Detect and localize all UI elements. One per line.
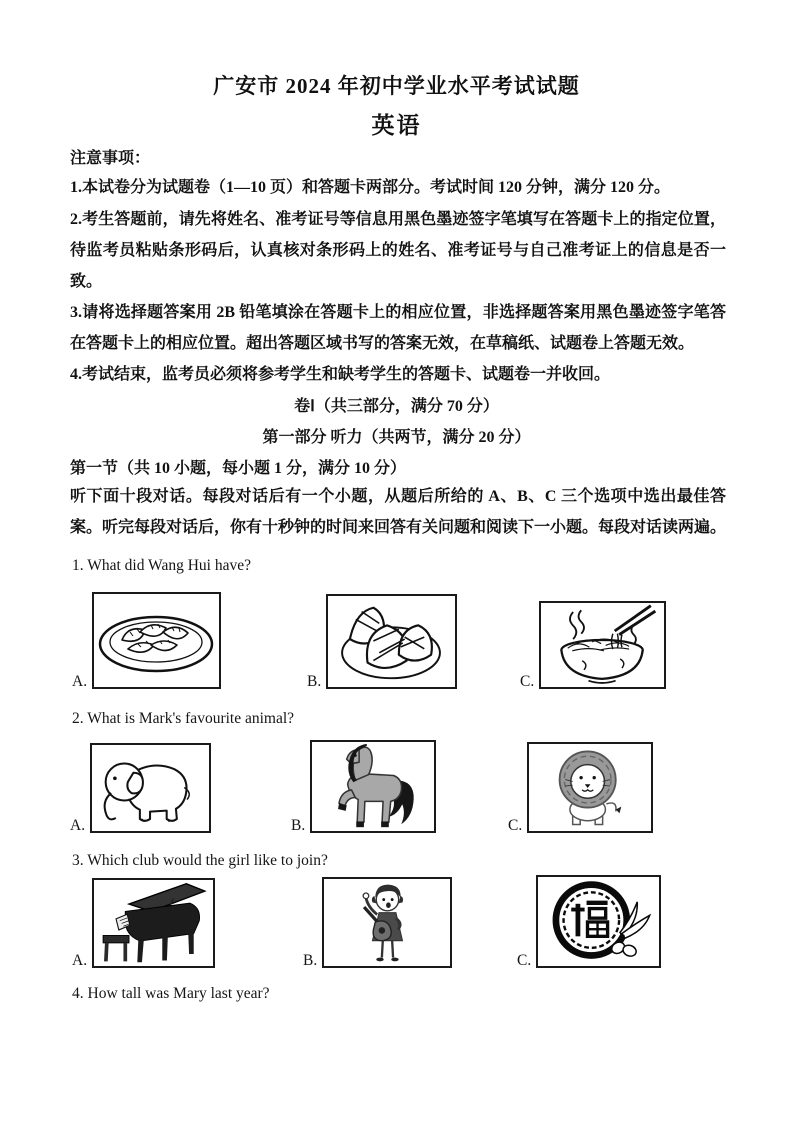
- question-1-text: 1. What did Wang Hui have?: [72, 557, 251, 574]
- bowl-of-noodles-image: [539, 601, 666, 689]
- plate-of-dumplings-image: [92, 592, 221, 689]
- question-3-option-a: [72, 878, 215, 968]
- option-label: B.: [303, 952, 318, 969]
- girl-playing-guitar-image: [322, 877, 452, 968]
- option-label: C.: [508, 817, 523, 834]
- question-3-option-b: [303, 877, 452, 968]
- option-label: B.: [307, 673, 322, 690]
- question-2-option-b: [291, 740, 436, 833]
- lion-image: [527, 742, 653, 833]
- option-label: A.: [72, 952, 88, 969]
- section-one-heading: 第一节（共 10 小题，每小题 1 分，满分 10 分）: [70, 460, 407, 477]
- notice-item-4: 4.考试结束，监考员必须将参考学生和缺考学生的答题卡、试题卷一并收回。: [70, 366, 611, 383]
- question-1-option-b: [307, 594, 457, 689]
- page-title: 广安市 2024 年初中学业水平考试试题: [213, 74, 580, 98]
- question-3-text: 3. Which club would the girl like to join?: [72, 852, 328, 869]
- subject-title: 英语: [371, 113, 422, 138]
- question-1-option-a: [72, 592, 221, 689]
- elephant-image: [90, 743, 211, 833]
- notice-item-2: 2.考生答题前，请先将姓名、准考证号等信息用黑色墨迹签字笔填写在答题卡上的指定位置，待监考员粘贴条形码后，认真核对条形码上的姓名、准考证号与自己准考证上的信息是否一致。: [70, 211, 726, 290]
- option-label: C.: [517, 952, 532, 969]
- notice-item-1: 1.本试卷分为试题卷（1—10 页）和答题卡两部分。考试时间 120 分钟，满分 120 分。: [70, 179, 671, 196]
- question-1-option-c: [520, 601, 666, 689]
- question-2-text: 2. What is Mark's favourite animal?: [72, 710, 295, 727]
- question-1-options: [0, 592, 793, 689]
- paper-cutting-image: [536, 875, 661, 968]
- option-label: C.: [520, 673, 535, 690]
- option-label: B.: [291, 817, 306, 834]
- question-3-option-c: [517, 875, 661, 968]
- part-heading: 第一部分 听力（共两节，满分 20 分）: [262, 429, 531, 446]
- listening-instructions: 听下面十段对话。每段对话后有一个小题，从题后所给的 A、B、C 三个选项中选出最佳答案。听完每段对话后，你有十秒钟的时间来回答有关问题和阅读下一小题。每段对话读两遍。: [70, 488, 727, 536]
- horse-image: [310, 740, 436, 833]
- volume-heading: 卷Ⅰ（共三部分，满分 70 分）: [294, 398, 499, 415]
- notice-item-3: 3.请将选择题答案用 2B 铅笔填涂在答题卡上的相应位置，非选择题答案用黑色墨迹签字笔答在答题卡上的相应位置。超出答题区域书写的答案无效，在草稿纸、试题卷上答题无效。: [70, 304, 726, 352]
- question-2-option-a: [70, 743, 211, 833]
- option-label: A.: [70, 817, 86, 834]
- question-4-text: 4. How tall was Mary last year?: [72, 985, 270, 1002]
- option-label: A.: [72, 673, 88, 690]
- plate-of-zongzi-image: [326, 594, 457, 689]
- question-2-option-c: [508, 742, 653, 833]
- grand-piano-image: [92, 878, 215, 968]
- question-2-options: [0, 740, 793, 833]
- question-3-options: [0, 875, 793, 968]
- notice-heading: 注意事项：: [70, 150, 151, 167]
